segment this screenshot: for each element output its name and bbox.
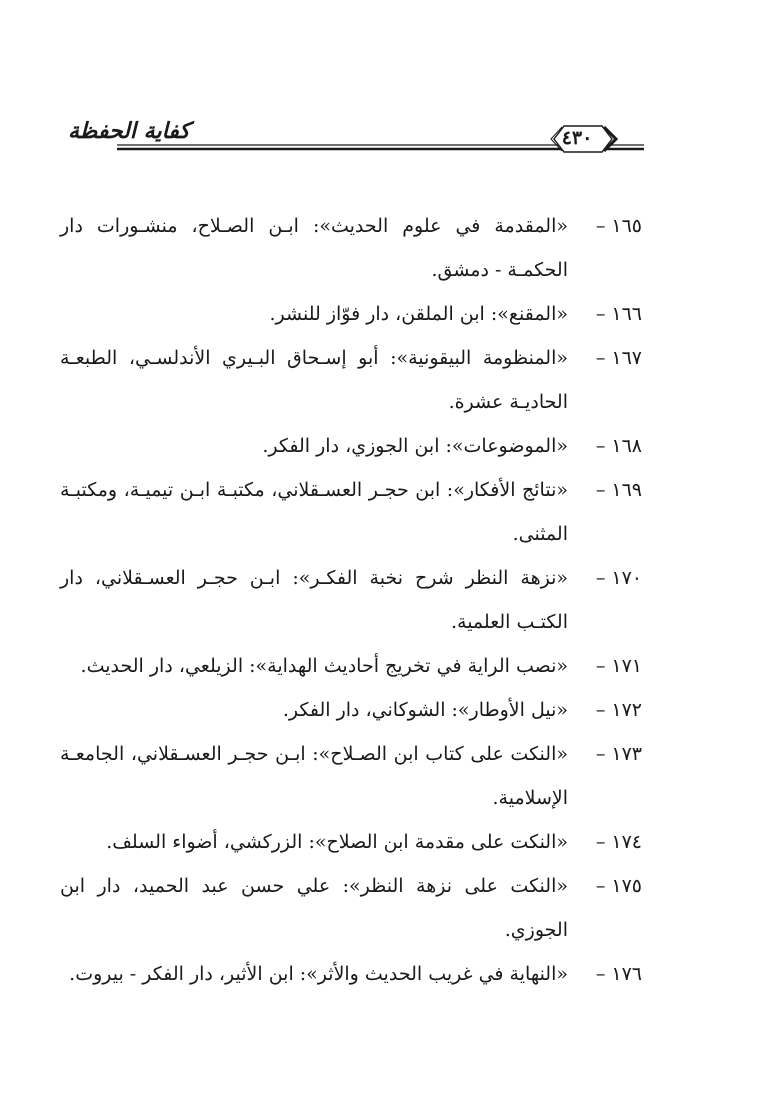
- header-title: كفاية الحفظة: [64, 118, 194, 144]
- entry-text: «النكت على كتاب ابن الصـلاح»: ابـن حجـر العسـقلاني، الجامعـة الإسلامية.: [60, 743, 568, 809]
- entry-text: «الموضوعات»: ابن الجوزي، دار الفكر.: [262, 435, 568, 457]
- bibliography-entry: [60, 732, 642, 820]
- entry-number: ١٧١ –: [595, 655, 642, 677]
- bibliography-entry: [60, 820, 642, 864]
- bibliography-entry: [60, 644, 642, 688]
- entry-number: ١٦٦ –: [595, 303, 642, 325]
- bibliography-list: [60, 204, 642, 996]
- bibliography-entry: [60, 688, 642, 732]
- bibliography-entry: [60, 468, 642, 556]
- entry-text: «المنظومة البيقونية»: أبو إسـحاق البـيري الأندلسـي، الطبعـة الحاديـة عشرة.: [60, 347, 568, 413]
- bibliography-entry: [60, 556, 642, 644]
- bibliography-entry: [60, 204, 642, 292]
- entry-text: «نصب الراية في تخريج أحاديث الهداية»: الزيلعي، دار الحديث.: [80, 655, 568, 677]
- entry-text: «النكت على مقدمة ابن الصلاح»: الزركشي، أضواء السلف.: [106, 831, 568, 853]
- entry-number: ١٦٩ –: [595, 479, 642, 501]
- entry-number: ١٦٨ –: [595, 435, 642, 457]
- entry-number: ١٧٢ –: [595, 699, 642, 721]
- entry-number: ١٦٧ –: [595, 347, 642, 369]
- bibliography-entry: [60, 336, 642, 424]
- bibliography-entry: [60, 292, 642, 336]
- entry-text: «النكت على نزهة النظر»: علي حسن عبد الحميد، دار ابن الجوزي.: [60, 875, 568, 941]
- entry-text: «نزهة النظر شرح نخبة الفكـر»: ابـن حجـر العسـقلاني، دار الكتـب العلمية.: [60, 567, 568, 633]
- entry-text: «النهاية في غريب الحديث والأثر»: ابن الأثير، دار الفكر - بيروت.: [69, 963, 568, 985]
- entry-text: «المقنع»: ابن الملقن، دار فوّاز للنشر.: [269, 303, 568, 325]
- bibliography-entry: [60, 952, 642, 996]
- page-number: ٤٣٠: [561, 127, 593, 149]
- entry-text: «نيل الأوطار»: الشوكاني، دار الفكر.: [282, 699, 568, 721]
- bibliography-entry: [60, 424, 642, 468]
- entry-number: ١٦٥ –: [595, 215, 642, 237]
- entry-number: ١٧٠ –: [595, 567, 642, 589]
- entry-number: ١٧٤ –: [595, 831, 642, 853]
- entry-number: ١٧٦ –: [595, 963, 642, 985]
- entry-text: «المقدمة في علوم الحديث»: ابـن الصـلاح، منشـورات دار الحكمـة - دمشق.: [60, 215, 568, 281]
- entry-number: ١٧٥ –: [595, 875, 642, 897]
- entry-number: ١٧٣ –: [595, 743, 642, 765]
- bibliography-entry: [60, 864, 642, 952]
- running-header: [62, 118, 644, 162]
- entry-text: «نتائج الأفكار»: ابن حجـر العسـقلاني، مكتبـة ابـن تيميـة، ومكتبـة المثنى.: [60, 479, 568, 545]
